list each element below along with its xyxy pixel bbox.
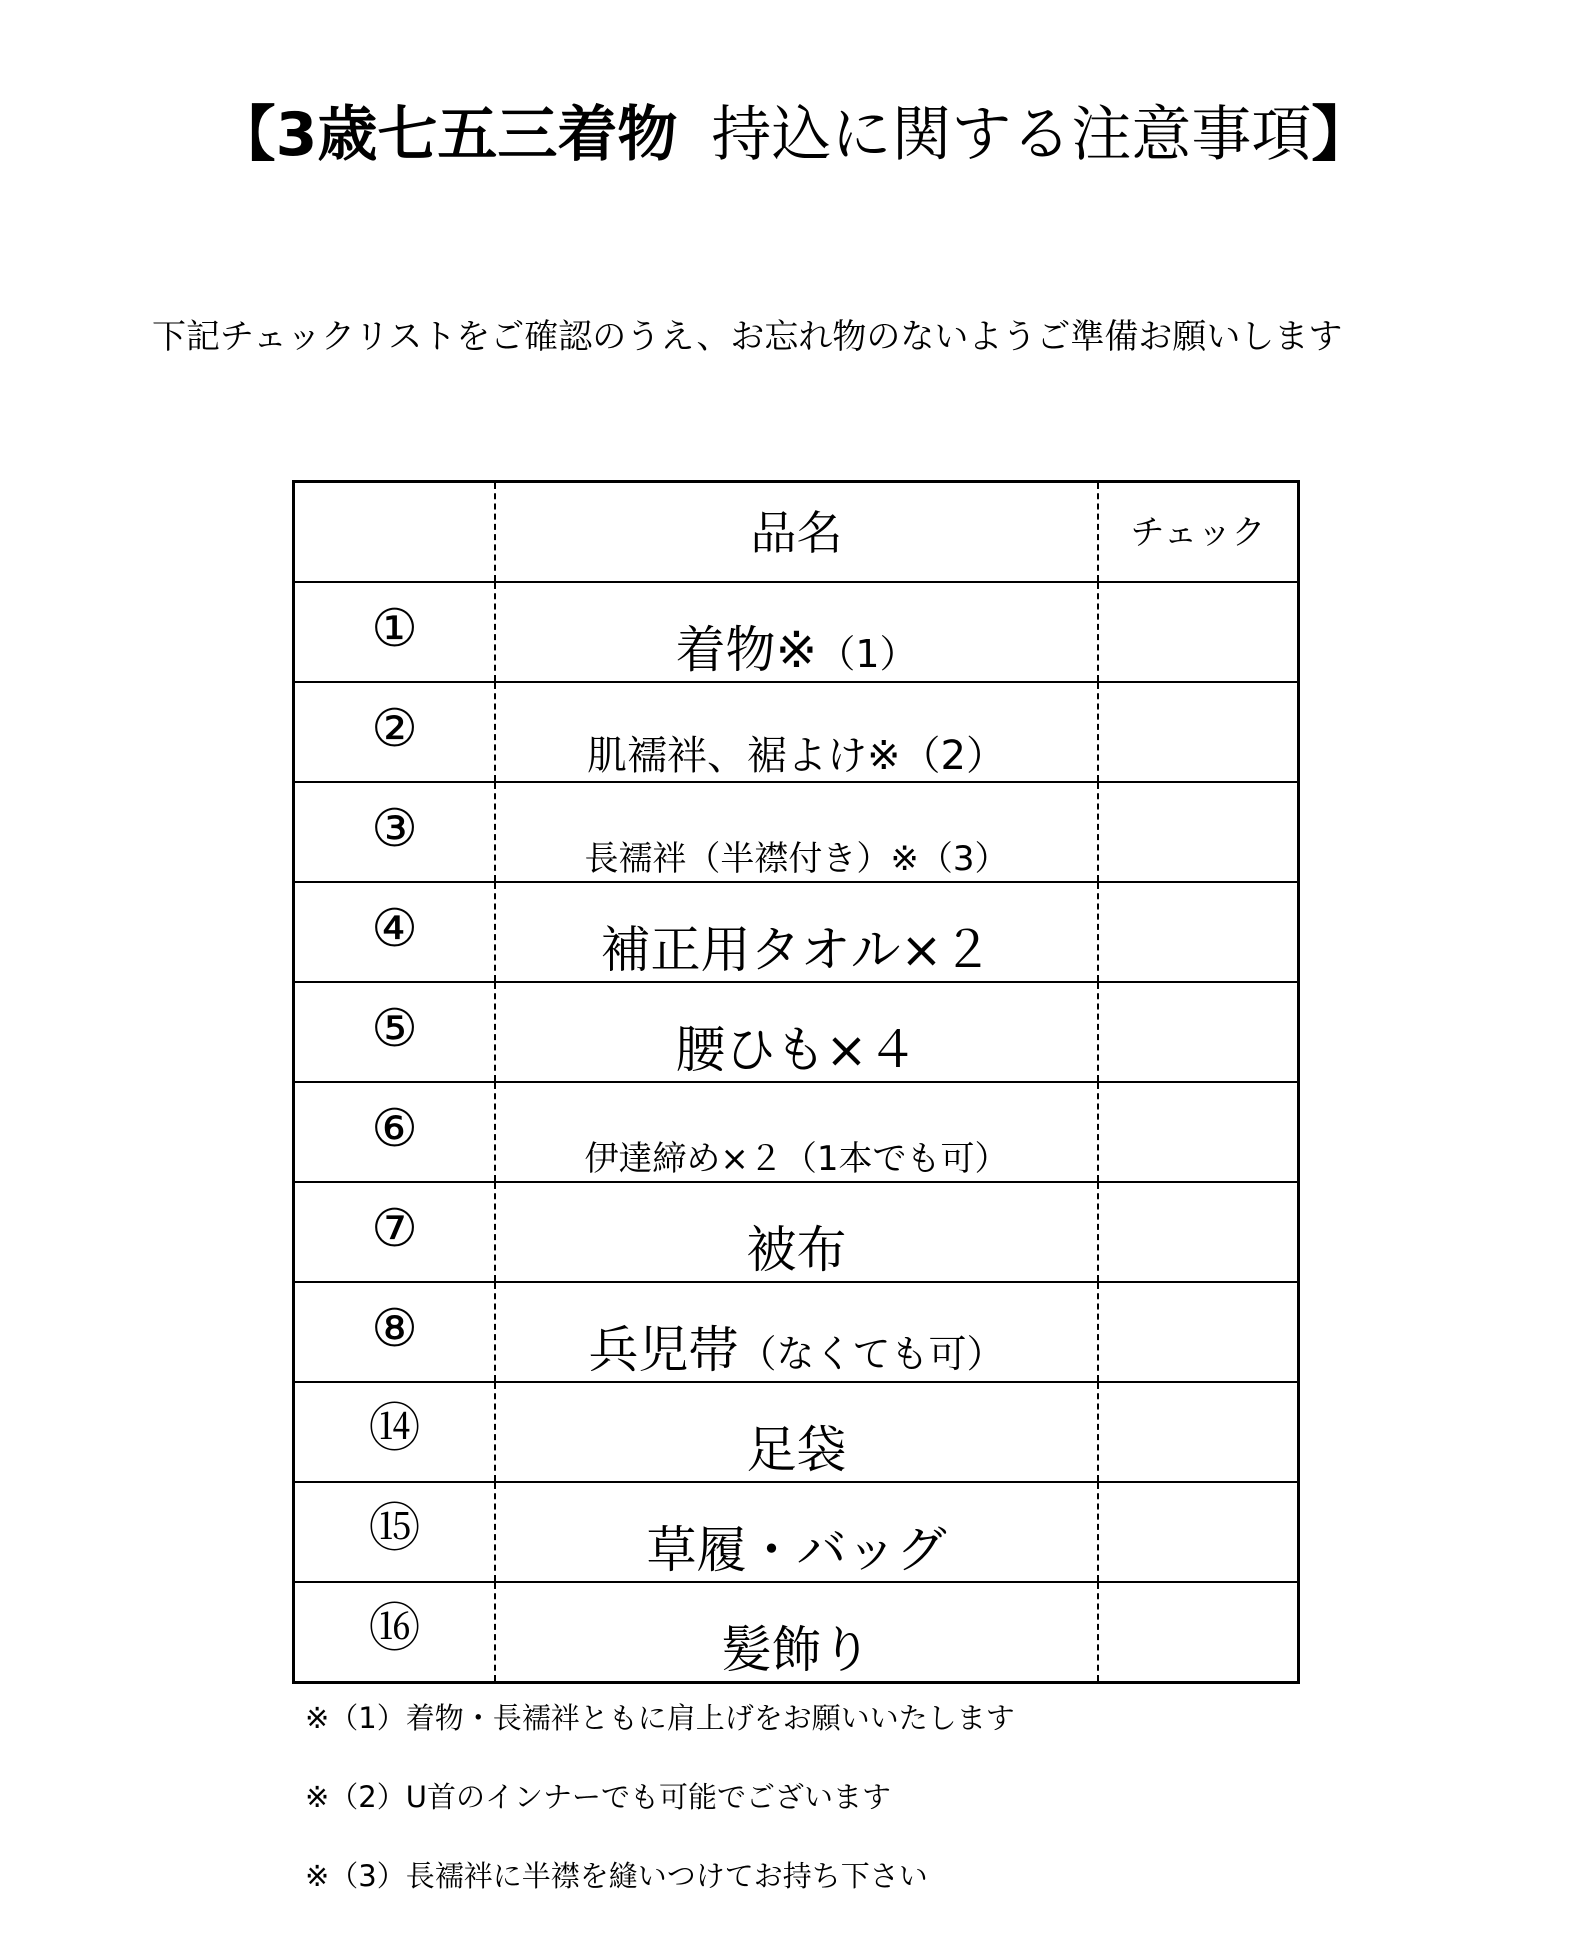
table-row [295,981,1297,1081]
header-number-cell [295,483,496,581]
row-number: ⑮ [368,1499,421,1559]
row-item-name [496,622,1097,680]
row-item-name-sub: （1） [817,631,918,676]
check-box[interactable] [1099,1083,1297,1181]
row-item-name: 補正用タオル×２ [600,920,993,979]
row-number: ④ [371,899,418,959]
page-title [0,98,1587,172]
row-item-name: 草履・バッグ [646,1520,947,1579]
table-row [295,881,1297,981]
row-item-name: 伊達締め×２（1本でも可） [584,1138,1009,1179]
title-regular-part: 持込に関する注意事項 [711,100,1312,170]
row-number: ⑧ [371,1299,418,1359]
row-item-name-main: 兵児帯 [588,1320,739,1379]
table-row [295,1081,1297,1181]
table-row [295,581,1297,681]
row-number: ⑥ [371,1099,418,1159]
check-box[interactable] [1099,1583,1297,1681]
row-item-name: 髪飾り [721,1620,872,1679]
row-number: ③ [371,799,418,859]
row-item-name-sub: （なくても可） [738,1331,1005,1376]
row-item-name: 足袋 [746,1420,847,1479]
header-check-cell [1099,483,1297,581]
check-box[interactable] [1099,583,1297,681]
table-row [295,781,1297,881]
row-number: ① [371,599,418,659]
row-item-name: 長襦袢（半襟付き）※（3） [584,838,1009,879]
row-item-name: 被布 [746,1220,847,1279]
title-bold-part: 3歳七五三着物 [275,100,678,170]
row-number: ⑤ [371,999,418,1059]
title-bracket-close: 】 [1311,100,1372,170]
row-number: ② [371,699,418,759]
table-row [295,1281,1297,1381]
check-box[interactable] [1099,1183,1297,1281]
check-box[interactable] [1099,1383,1297,1481]
title-bracket-open: 【 [215,100,276,170]
footnotes [305,1700,1015,1937]
check-box[interactable] [1099,1283,1297,1381]
header-check-label: チェック [1130,513,1266,553]
check-box[interactable] [1099,883,1297,981]
check-box[interactable] [1099,1483,1297,1581]
row-item-name: 腰ひも×４ [675,1020,918,1079]
table-row [295,1581,1297,1681]
footnote-2: ※（2）U首のインナーでも可能でございます [305,1780,891,1814]
row-number: ⑯ [368,1599,421,1659]
row-item-name-main: 着物※ [675,620,818,679]
check-box[interactable] [1099,683,1297,781]
table-row [295,681,1297,781]
check-box[interactable] [1099,783,1297,881]
row-number: ⑭ [368,1399,421,1459]
footnote-3: ※（3）長襦袢に半襟を縫いつけてお持ち下さい [305,1859,928,1893]
footnote-1: ※（1）着物・長襦袢ともに肩上げをお願いいたします [305,1701,1015,1735]
row-number: ⑦ [371,1199,418,1259]
table-row [295,1481,1297,1581]
table-row [295,1181,1297,1281]
row-item-name: 肌襦袢、裾よけ※（2） [587,733,1006,779]
table-header-row [295,483,1297,581]
table-row [295,1381,1297,1481]
intro-text: 下記チェックリストをご確認のうえ、お忘れ物のないようご準備お願いします [152,317,1343,357]
check-box[interactable] [1099,983,1297,1081]
checklist-table [292,480,1300,1684]
row-item-name [496,1322,1097,1380]
header-name-cell [496,483,1099,581]
header-name-label: 品名 [750,506,843,560]
